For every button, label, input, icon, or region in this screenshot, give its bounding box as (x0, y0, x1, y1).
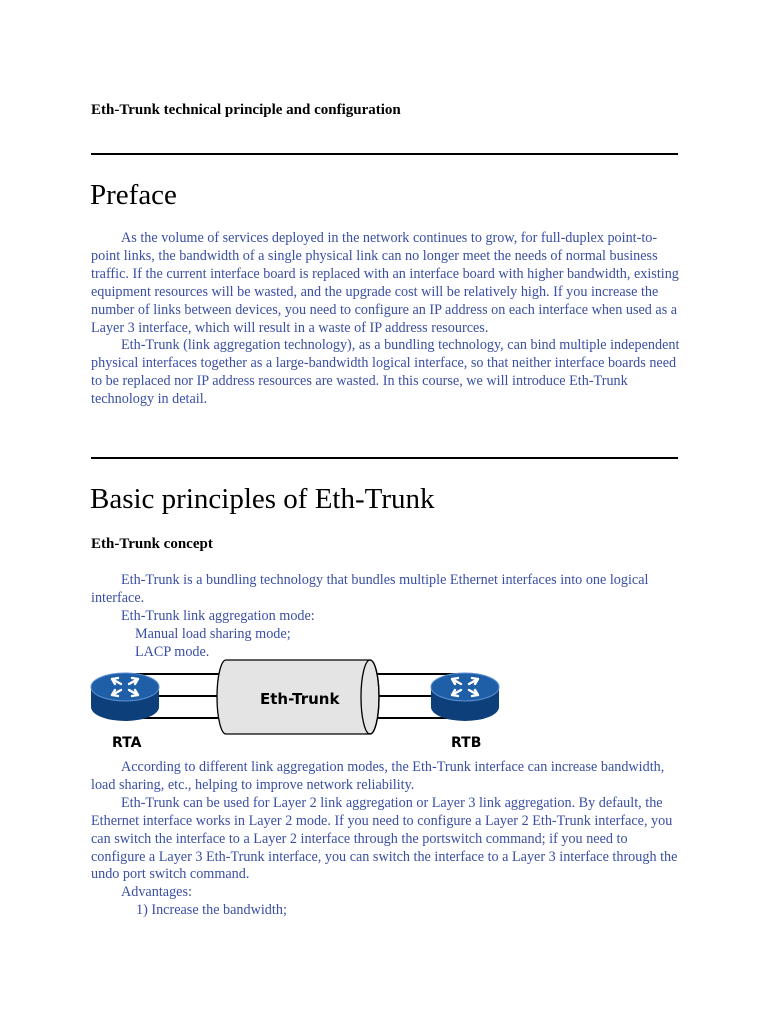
eth-trunk-concept-heading: Eth-Trunk concept (91, 536, 213, 552)
mode-title: Eth-Trunk link aggregation mode: (121, 607, 315, 624)
after-paragraph-2: Eth-Trunk can be used for Layer 2 link aggregation or Layer 3 link aggregation. By default, the Ethernet interface works in Layer 2 mode. If you need to configure a Layer 2 Eth-Trunk interface, you can switch the interface to a Layer 2 interface through the portswitch command; if you need to configure a Layer 3 Eth-Trunk interface, you can switch the interface to a Layer 3 interface through the undo port switch command. (91, 794, 678, 883)
preface-body (91, 230, 681, 409)
concept-paragraph: Eth-Trunk is a bundling technology that bundles multiple Ethernet interfaces into one logical interface. (91, 572, 649, 606)
mode-item: Manual load sharing mode; (135, 625, 291, 642)
basic-principles-heading: Basic principles of Eth-Trunk (90, 483, 435, 515)
advantages-title: Advantages: (121, 884, 192, 901)
divider-rule (91, 457, 678, 459)
mode-item: LACP mode. (135, 643, 210, 660)
rta-label: RTA (112, 735, 142, 751)
divider-rule (91, 153, 678, 155)
advantage-item: 1) Increase the bandwidth; (136, 902, 287, 919)
eth-trunk-diagram (88, 657, 508, 757)
after-paragraph-1: According to different link aggregation modes, the Eth-Trunk interface can increase bandwidth, load sharing, etc., helping to improve network reliability. (91, 759, 665, 793)
preface-heading: Preface (90, 179, 177, 211)
concept-body (91, 572, 681, 662)
preface-paragraph-2: Eth-Trunk (link aggregation technology), as a bundling technology, can bind multiple independent physical interfaces together as a large-bandwidth logical interface, so that neither interface boards need to be replaced nor IP address resources are wasted. In this course, we will introduce Eth-Trunk technology in detail. (91, 337, 680, 408)
preface-paragraph-1: As the volume of services deployed in the network continues to grow, for full-duplex point-to-point links, the bandwidth of a single physical link can no longer meet the needs of normal business traffic. If the current interface board is replaced with an interface board with higher bandwidth, existing equipment resources will be wasted, and the upgrade cost will be relatively high. If you increase the number of links between devices, you need to configure an IP address on each interface when used as a Layer 3 interface, which will result in a waste of IP address resources. (91, 230, 679, 336)
router-rta-icon (91, 673, 159, 721)
after-diagram-body (91, 759, 681, 920)
document-title: Eth-Trunk technical principle and configuration (91, 102, 401, 118)
rtb-label: RTB (451, 735, 482, 751)
trunk-label: Eth-Trunk (260, 690, 340, 708)
router-rtb-icon (431, 673, 499, 721)
